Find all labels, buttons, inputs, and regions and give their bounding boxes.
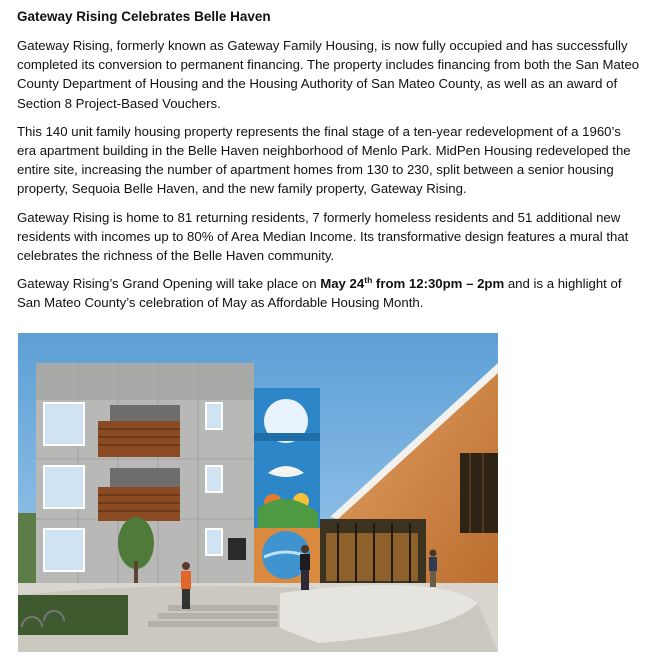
- document: [17, 8, 643, 322]
- paragraph-1: Gateway Rising, formerly known as Gateway Family Housing, is now fully occupied and has successfully completed its conversion to permanent financing. The property includes financing from both the San Mateo County Department of Housing and the Housing Authority of San Mateo County, as well as an award of Section 8 Project-Based Vouchers.: [17, 38, 640, 111]
- paragraph-2: This 140 unit family housing property represents the final stage of a ten-year redevelopment of a 1960’s era apartment building in the Belle Haven neighborhood of Menlo Park. MidPen Housing redeveloped the entire site, increasing the number of apartment homes from 130 to 230, split between a senior housing property, Sequoia Belle Haven, and the new family property, Gateway Rising.: [17, 123, 631, 197]
- document-title: Gateway Rising Celebrates Belle Haven: [17, 9, 271, 24]
- grand-opening-suffix: and is a highlight of San Mateo County’s celebration of May as Affordable Housing Month.: [17, 276, 622, 311]
- grand-opening-prefix: Gateway Rising’s Grand Opening will take place on: [17, 276, 321, 292]
- paragraph-3: Gateway Rising is home to 81 returning residents, 7 formerly homeless residents and 51 additional new residents with incomes up to 80% of Area Median Income. Its transformative design features a mural that celebrates the richness of the Belle Haven community.: [17, 209, 629, 264]
- grand-opening-date: May 24th from 12:30pm – 2pm: [320, 275, 505, 292]
- building-photo: [18, 333, 498, 652]
- paragraph-grand-opening: [17, 274, 643, 312]
